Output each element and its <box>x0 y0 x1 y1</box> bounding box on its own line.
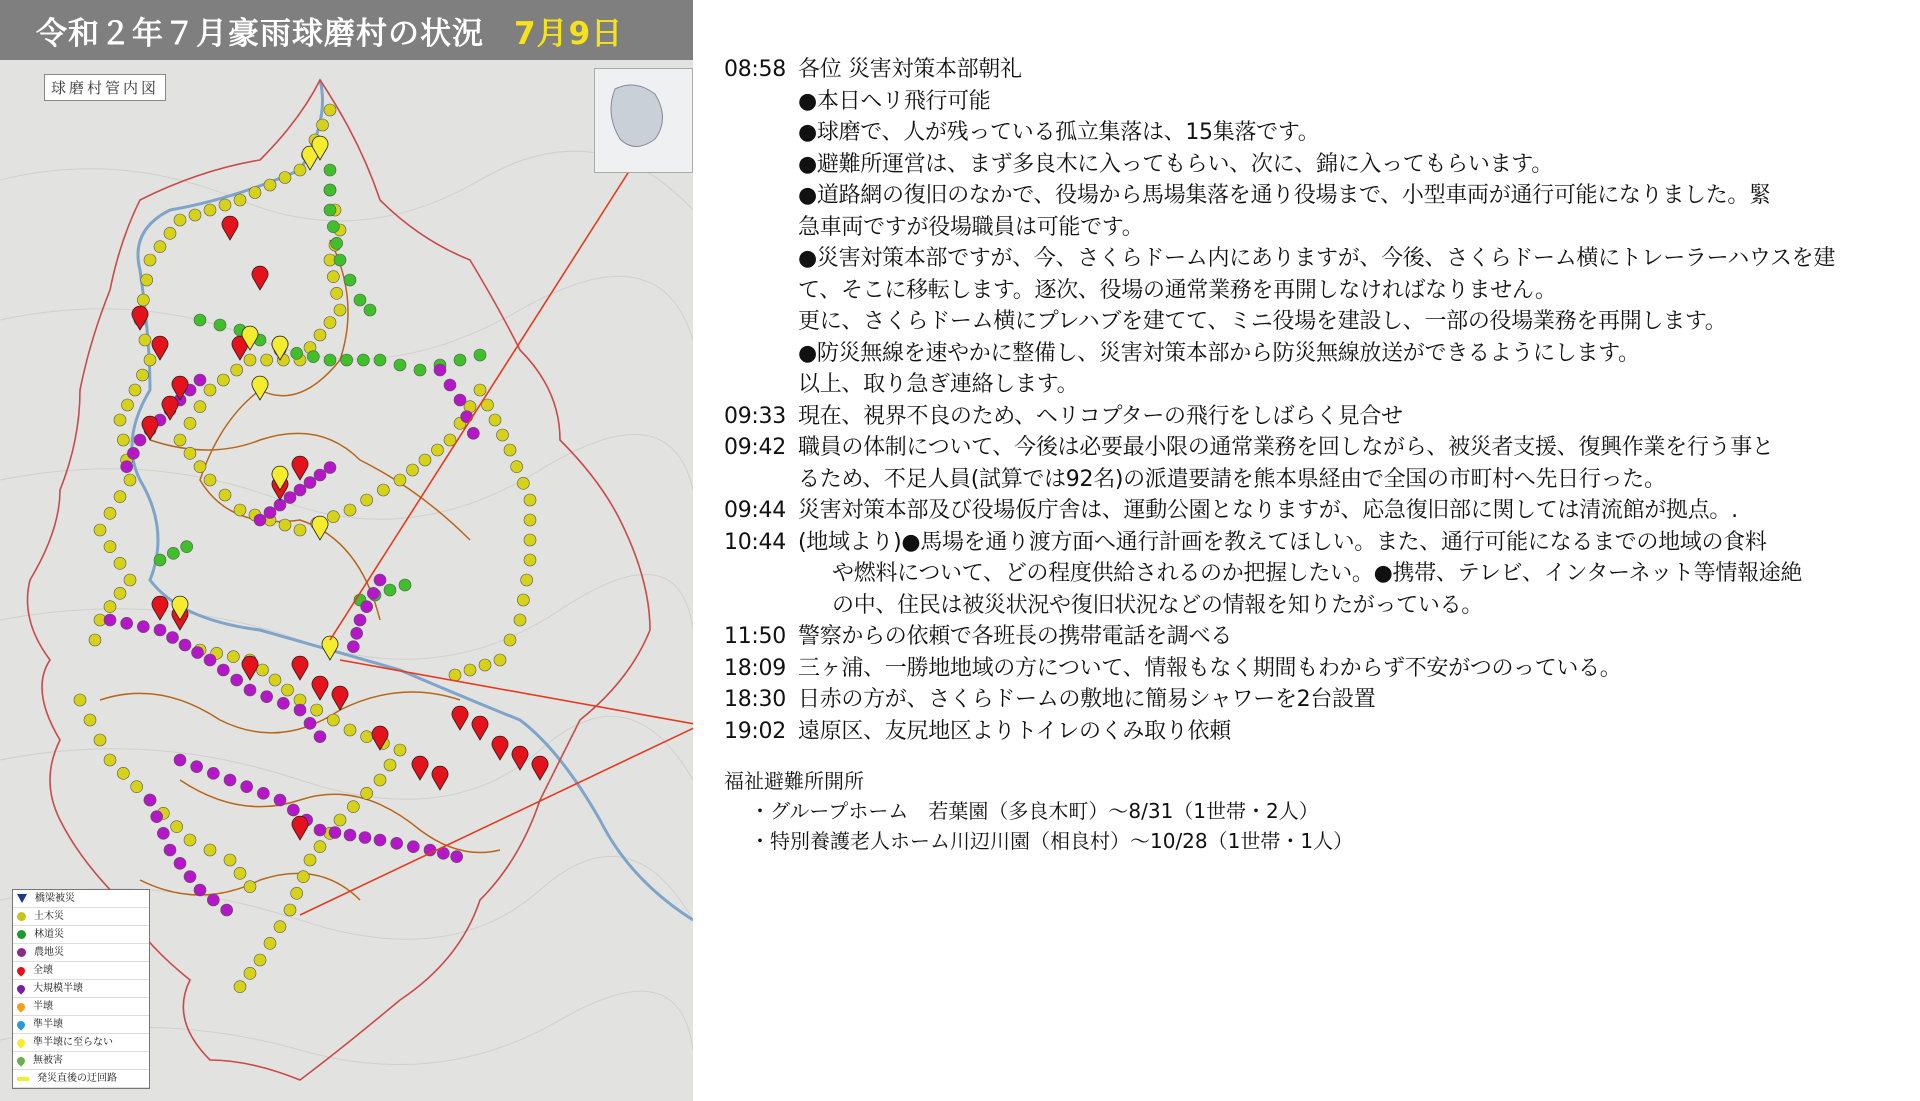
damage-dot <box>374 774 386 786</box>
damage-dot <box>344 724 356 736</box>
damage-dot <box>467 427 479 439</box>
damage-dot <box>204 474 216 486</box>
damage-dot <box>444 379 456 391</box>
damage-dot <box>244 967 256 979</box>
damage-dot <box>324 164 336 176</box>
damage-dot <box>344 274 356 286</box>
damage-dot <box>131 781 143 793</box>
log-line: 遠原区、友尻地区よりトイレのくみ取り依頼 <box>798 718 1231 744</box>
damage-dot <box>432 444 444 456</box>
log-line: ●避難所運営は、まず多良木に入ってもらい、次に、錦に入ってもらいます。 <box>798 151 1553 177</box>
damage-dot <box>497 429 509 441</box>
damage-dot <box>407 464 419 476</box>
log-time: 11:50 <box>724 624 786 649</box>
damage-dot <box>249 187 261 199</box>
damage-dot <box>104 614 116 626</box>
damage-dot <box>317 119 329 131</box>
page-title <box>0 0 693 60</box>
log-line: て、そこに移転します。逐次、役場の通常業務を再開しなければなりません。 <box>798 277 1557 303</box>
damage-dot <box>204 384 216 396</box>
legend-label: 発災直後の迂回路 <box>37 1073 117 1084</box>
damage-dot <box>361 494 373 506</box>
damage-dot <box>219 489 231 501</box>
damage-dot <box>311 704 323 716</box>
damage-dot <box>114 491 126 503</box>
damage-dot <box>504 444 516 456</box>
log-line: 急車両ですが役場職員は可能です。 <box>798 214 1144 240</box>
damage-dot <box>324 354 336 366</box>
log-line: 以上、取り急ぎ連絡します。 <box>798 372 1079 397</box>
damage-dot <box>517 594 529 606</box>
damage-dot <box>424 844 436 856</box>
damage-dot <box>344 504 356 516</box>
damage-dot <box>394 474 406 486</box>
damage-dot <box>294 484 306 496</box>
damage-dot <box>359 832 371 844</box>
damage-dot <box>194 461 206 473</box>
damage-dot <box>419 454 431 466</box>
damage-dot <box>384 584 396 596</box>
damage-dot <box>304 717 316 729</box>
damage-dot <box>184 447 196 459</box>
damage-dot <box>324 184 336 196</box>
damage-dot <box>167 632 179 644</box>
log-line: ●本日ヘリ飛行可能 <box>798 88 991 114</box>
map-label: 球磨村管内図 <box>44 74 166 101</box>
damage-dot <box>127 447 139 459</box>
damage-dot <box>174 754 186 766</box>
damage-dot <box>154 624 166 636</box>
damage-dot <box>89 634 101 646</box>
village-map <box>0 60 693 1101</box>
damage-dot <box>124 574 136 586</box>
damage-dot <box>114 557 126 569</box>
legend-item <box>13 980 149 998</box>
log-line: るため、不足人員(試算では92名)の派遣要請を熊本県経由で全国の市町村へ先日行った。 <box>798 466 1666 492</box>
damage-dot <box>164 227 176 239</box>
damage-dot <box>117 434 129 446</box>
damage-dot <box>324 462 336 474</box>
damage-dot <box>367 587 379 599</box>
legend-item <box>13 926 149 944</box>
damage-dot <box>164 844 176 856</box>
damage-dot <box>144 794 156 806</box>
welfare-item: ・グループホーム 若葉園（多良木町）〜8/31（1世帯・2人） <box>750 799 1319 823</box>
damage-dot <box>194 374 206 386</box>
damage-dot <box>354 614 366 626</box>
damage-dot <box>489 414 501 426</box>
damage-dot <box>219 199 231 211</box>
damage-dot <box>474 349 486 361</box>
damage-dot <box>329 827 341 839</box>
damage-dot <box>327 271 339 283</box>
damage-dot <box>314 841 326 853</box>
damage-dot <box>114 414 126 426</box>
damage-dot <box>314 469 326 481</box>
damage-dot <box>314 731 326 743</box>
damage-dot <box>254 514 266 526</box>
damage-dot <box>399 579 411 591</box>
damage-dot <box>291 887 303 899</box>
damage-dot <box>361 731 373 743</box>
damage-dot <box>264 179 276 191</box>
damage-dot <box>334 254 346 266</box>
damage-dot <box>104 507 116 519</box>
damage-dot <box>171 821 183 833</box>
log-time: 08:58 <box>724 57 786 82</box>
damage-dot <box>454 354 466 366</box>
damage-dot <box>504 634 516 646</box>
damage-dot <box>234 194 246 206</box>
damage-dot <box>264 507 276 519</box>
damage-dot <box>374 574 386 586</box>
damage-dot <box>194 884 206 896</box>
damage-dot <box>394 359 406 371</box>
damage-dot <box>141 274 153 286</box>
damage-dot <box>514 614 526 626</box>
legend-symbol-icon <box>17 1077 29 1081</box>
legend-item <box>13 908 149 926</box>
damage-dot <box>274 794 286 806</box>
damage-dot <box>297 871 309 883</box>
welfare-shelter-section <box>724 766 1353 856</box>
damage-dot <box>524 534 536 546</box>
legend-symbol-icon <box>17 948 26 957</box>
damage-dot <box>244 354 256 366</box>
log-line: 日赤の方が、さくらドームの敷地に簡易シャワーを2台設置 <box>798 687 1376 712</box>
damage-dot <box>277 697 289 709</box>
damage-dot <box>361 601 373 613</box>
damage-dot <box>324 317 336 329</box>
legend-item <box>13 962 149 980</box>
damage-dot <box>231 364 243 376</box>
damage-dot <box>137 369 149 381</box>
damage-dot <box>511 461 523 473</box>
damage-dot <box>174 434 186 446</box>
damage-dot <box>391 837 403 849</box>
damage-dot <box>479 659 491 671</box>
damage-dot <box>74 694 86 706</box>
damage-dot <box>291 347 303 359</box>
damage-dot <box>314 329 326 341</box>
log-time: 10:44 <box>724 529 786 555</box>
legend-symbol-icon <box>17 912 26 921</box>
damage-dot <box>204 844 216 856</box>
damage-dot <box>324 204 336 216</box>
damage-dot <box>341 354 353 366</box>
legend-symbol-icon <box>15 1019 26 1030</box>
damage-dot <box>434 364 446 376</box>
welfare-item: ・特別養護老人ホーム川辺川園（相良村）〜10/28（1世帯・1人） <box>750 829 1354 853</box>
damage-dot <box>334 814 346 826</box>
damage-dot <box>192 647 204 659</box>
damage-dot <box>364 304 376 316</box>
damage-dot <box>84 714 96 726</box>
legend-label: 林道災 <box>34 929 64 940</box>
damage-dot <box>374 834 386 846</box>
damage-dot <box>104 754 116 766</box>
damage-dot <box>241 781 253 793</box>
damage-dot <box>224 774 236 786</box>
damage-dot <box>294 164 306 176</box>
damage-dot <box>331 287 343 299</box>
damage-dot <box>304 854 316 866</box>
legend-item <box>13 998 149 1016</box>
damage-dot <box>214 319 226 331</box>
log-time: 09:44 <box>724 498 786 523</box>
damage-dot <box>347 641 359 653</box>
log-entry <box>724 432 1914 495</box>
damage-dot <box>284 492 296 504</box>
log-time: 18:09 <box>724 655 786 681</box>
log-line: 各位 災害対策本部朝礼 <box>798 57 1022 82</box>
damage-dot <box>144 254 156 266</box>
log-entry <box>724 716 1914 748</box>
damage-dot <box>207 767 219 779</box>
damage-dot <box>414 364 426 376</box>
legend-symbol-icon <box>15 1055 26 1066</box>
log-time: 18:30 <box>724 687 786 712</box>
damage-dot <box>451 851 463 863</box>
damage-dot <box>294 524 306 536</box>
damage-dot <box>151 811 163 823</box>
damage-dot <box>154 554 166 566</box>
log-line: 警察からの依頼で各班長の携帯電話を調べる <box>798 624 1233 649</box>
damage-dot <box>121 617 133 629</box>
damage-dot <box>454 394 466 406</box>
log-line: や燃料について、どの程度供給されるのか把握したい。●携帯、テレビ、インターネット等情報途絶 <box>832 561 1803 586</box>
event-log <box>724 54 1914 747</box>
damage-dot <box>154 241 166 253</box>
log-entry <box>724 621 1914 653</box>
log-line: ●球磨で、人が残っている孤立集落は、15集落です。 <box>798 120 1320 145</box>
damage-dot <box>244 881 256 893</box>
damage-dot <box>347 801 359 813</box>
damage-dot <box>174 214 186 226</box>
damage-dot <box>287 804 299 816</box>
damage-dot <box>184 871 196 883</box>
damage-dot <box>494 654 506 666</box>
damage-dot <box>384 759 396 771</box>
damage-dot <box>314 824 326 836</box>
damage-dot <box>257 664 269 676</box>
damage-dot <box>269 674 281 686</box>
legend-label: 準半壊に至らない <box>33 1037 113 1048</box>
damage-dot <box>344 829 356 841</box>
damage-dot <box>524 494 536 506</box>
log-time: 09:42 <box>724 435 786 460</box>
legend-label: 無被害 <box>33 1055 63 1066</box>
log-line: ●道路網の復旧のなかで、役場から馬場集落を通り役場まで、小型車両が通行可能になりました。緊 <box>798 183 1771 208</box>
damage-dot <box>517 477 529 489</box>
legend-label: 準半壊 <box>33 1019 63 1030</box>
damage-dot <box>227 651 239 663</box>
damage-dot <box>167 547 179 559</box>
damage-dot <box>279 172 291 184</box>
log-line: (地域より)●馬場を通り渡方面へ通行計画を教えてほしい。また、通行可能になるまでの地域の食料 <box>798 529 1767 555</box>
damage-dot <box>157 827 169 839</box>
damage-dot <box>327 714 339 726</box>
damage-dot <box>274 499 286 511</box>
legend-label: 大規模半壊 <box>33 983 83 994</box>
damage-dot <box>204 654 216 666</box>
damage-dot <box>194 314 206 326</box>
legend-item <box>13 1034 149 1052</box>
damage-dot <box>407 841 419 853</box>
damage-dot <box>179 639 191 651</box>
damage-dot <box>114 587 126 599</box>
damage-dot <box>261 691 273 703</box>
damage-dot <box>257 787 269 799</box>
legend-label: 橋梁被災 <box>35 893 75 904</box>
legend-symbol-icon <box>17 930 26 939</box>
damage-dot <box>231 674 243 686</box>
legend-item <box>13 1016 149 1034</box>
legend-symbol-icon <box>17 894 27 903</box>
damage-dot <box>357 354 369 366</box>
log-entry <box>724 653 1914 685</box>
log-line: 現在、視界不良のため、ヘリコプターの飛行をしばらく見合せ <box>798 403 1403 429</box>
damage-dot <box>94 524 106 536</box>
damage-dot <box>174 857 186 869</box>
log-entry <box>724 495 1914 527</box>
damage-dot <box>234 504 246 516</box>
damage-dot <box>361 787 373 799</box>
damage-dot <box>117 767 129 779</box>
legend-label: 農地災 <box>34 947 64 958</box>
damage-dot <box>274 921 286 933</box>
title-date: 7月9日 <box>514 15 624 52</box>
damage-dot <box>207 894 219 906</box>
log-time: 19:02 <box>724 718 786 744</box>
log-line: 更に、さくらドーム横にプレハブを建てて、ミニ役場を建設し、一部の役場業務を再開します。 <box>798 309 1727 334</box>
damage-dot <box>307 351 319 363</box>
log-line: 三ヶ浦、一勝地地域の方について、情報もなく期間もわからず不安がつのっている。 <box>798 655 1622 681</box>
damage-dot <box>224 854 236 866</box>
damage-dot <box>354 294 366 306</box>
legend-item <box>13 890 149 908</box>
damage-dot <box>234 867 246 879</box>
damage-dot <box>104 541 116 553</box>
legend-label: 全壊 <box>33 965 53 976</box>
log-entry <box>724 527 1914 622</box>
legend-symbol-icon <box>15 1001 26 1012</box>
legend-label: 半壊 <box>33 1001 53 1012</box>
legend-item <box>13 1052 149 1070</box>
damage-dot <box>184 834 196 846</box>
damage-dot <box>261 354 273 366</box>
damage-dot <box>464 664 476 676</box>
damage-dot <box>122 399 134 411</box>
damage-dot <box>204 204 216 216</box>
inset-shape <box>595 69 693 174</box>
damage-dot <box>221 904 233 916</box>
damage-dot <box>129 384 141 396</box>
log-entry <box>724 401 1914 433</box>
log-time: 09:33 <box>724 403 786 429</box>
damage-dot <box>327 511 339 523</box>
damage-dot <box>144 354 156 366</box>
damage-dot <box>194 401 206 413</box>
damage-dot <box>137 621 149 633</box>
damage-dot <box>121 461 133 473</box>
damage-dot <box>474 384 486 396</box>
log-entry <box>724 684 1914 716</box>
damage-dot <box>377 484 389 496</box>
damage-dot <box>94 734 106 746</box>
damage-dot <box>524 514 536 526</box>
damage-dot <box>331 237 343 249</box>
welfare-heading: 福祉避難所開所 <box>724 769 864 793</box>
damage-dot <box>304 477 316 489</box>
damage-dot <box>244 684 256 696</box>
damage-dot <box>191 761 203 773</box>
legend-label: 土木災 <box>34 911 64 922</box>
damage-dot <box>324 104 336 116</box>
log-line: 職員の体制について、今後は必要最小限の通常業務を回しながら、被災者支援、復興作業を行う事と <box>798 435 1774 460</box>
damage-dot <box>461 411 473 423</box>
damage-dot <box>294 704 306 716</box>
damage-dot <box>284 904 296 916</box>
damage-dot <box>181 541 193 553</box>
title-text: 令和２年７月豪雨球磨村の状況 <box>36 15 484 52</box>
log-line: の中、住民は被災状況や復旧状況などの情報を知りたがっている。 <box>832 592 1484 618</box>
log-line: ●防災無線を速やかに整備し、災害対策本部から防災無線放送ができるようにします。 <box>798 340 1640 366</box>
log-line: ●災害対策本部ですが、今、さくらドーム内にありますが、今後、さくらドーム横にトレーラーハウスを建 <box>798 246 1836 271</box>
legend-symbol-icon <box>15 983 26 994</box>
damage-dot <box>124 474 136 486</box>
damage-dot <box>217 664 229 676</box>
damage-dot <box>279 519 291 531</box>
damage-dot <box>282 684 294 696</box>
legend-item <box>13 1070 149 1088</box>
damage-dot <box>184 417 196 429</box>
locator-inset-map <box>594 68 693 173</box>
log-line: 災害対策本部及び役場仮庁舎は、運動公園となりますが、応急復旧部に関しては清流館が拠点。. <box>798 498 1738 523</box>
damage-dot <box>104 601 116 613</box>
legend-symbol-icon <box>15 965 26 976</box>
damage-dot <box>134 434 146 446</box>
damage-dot <box>327 221 339 233</box>
damage-dot <box>394 744 406 756</box>
damage-dot <box>217 374 229 386</box>
legend-item <box>13 944 149 962</box>
damage-dot <box>351 627 363 639</box>
log-entry <box>724 54 1914 401</box>
damage-dot <box>264 937 276 949</box>
damage-dot <box>139 334 151 346</box>
map-legend <box>12 889 150 1089</box>
legend-symbol-icon <box>15 1037 26 1048</box>
damage-dot <box>137 294 149 306</box>
damage-dot <box>521 574 533 586</box>
damage-dot <box>254 954 266 966</box>
damage-dot <box>189 209 201 221</box>
damage-dot <box>234 981 246 993</box>
damage-dot <box>524 554 536 566</box>
damage-dot <box>374 354 386 366</box>
damage-dot <box>334 304 346 316</box>
